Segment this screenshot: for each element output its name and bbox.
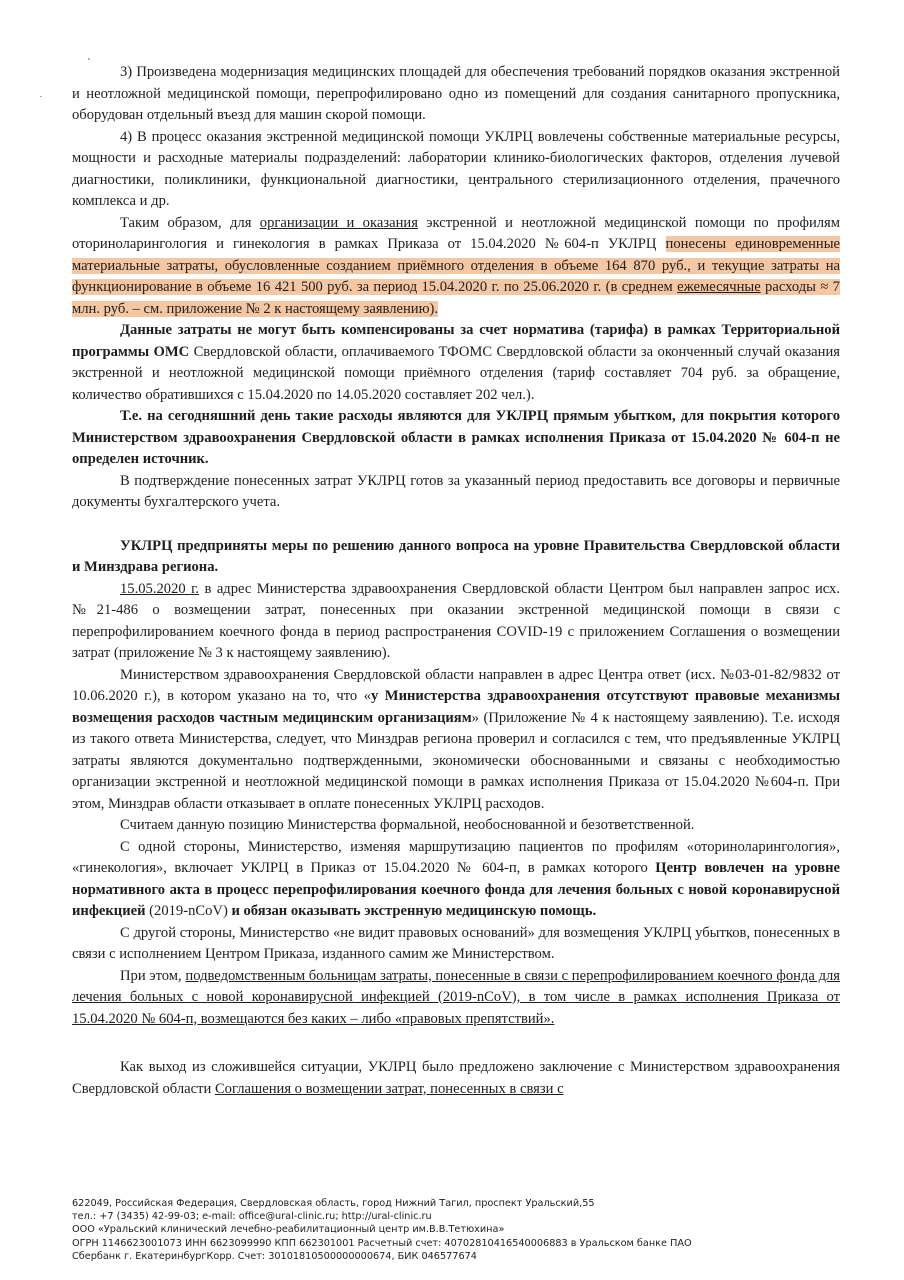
blank-line: [72, 514, 840, 536]
paragraph-direct-loss: [72, 406, 840, 471]
summary-underlined: организации и оказания: [259, 214, 418, 231]
subordinate-underlined: подведомственным больницам затраты, понесенные в связи с перепрофилированием коечного фонда для лечения больных с новой коронавирусной инфекцией (2019-nCoV), в том числе в рамках исполнения Приказа от 15.04.2020 № 604-п, возмещаются без каких – либо «правовых препятствий».: [72, 967, 840, 1027]
scan-speck: [88, 58, 90, 60]
letterhead-footer: [72, 1197, 852, 1263]
highlighted-costs-2: расходы ≈ 7 млн. руб. – см. приложение № 2 к настоящему заявлению).: [72, 279, 840, 317]
footer-organization: ООО «Уральский клинический лечебно-реабилитационный центр им.В.В.Тетюхина»: [72, 1224, 505, 1236]
one-side-bold-1: Центр вовлечен на уровне нормативного акта в процесс перепрофилирования коечного фонда для лечения больных с новой коронавирусной инфекцией: [72, 860, 840, 919]
scan-speck: [40, 96, 42, 97]
blank-line: [72, 1030, 840, 1057]
footer-address: 622049, Российская Федерация, Свердловская область, город Нижний Тагил, проспект Уральский,55: [72, 1198, 595, 1209]
answer-text-2: » (Приложение № 4 к настоящему заявлению). Т.е. исходя из такого ответа Министерства, следует, что Минздрав региона проверил и согласился с тем, что предъявленные УКЛРЦ затраты являются документально подтвержденными, экономически обоснованными и связаны с необходимостью организации экстренной и неотложной медицинской помощи в рамках исполнения Приказа от 15.04.2020 №604-п. При этом, Минздрав области отказывает в оплате понесенных УКЛРЦ расходов.: [72, 709, 840, 812]
one-side-text-1: С одной стороны, Министерство, изменяя маршрутизацию пациентов по профилям «оториноларингология», «гинекология», включает УКЛРЦ в Приказ от 15.04.2020 № 604-п, в рамках которого: [72, 838, 840, 876]
paragraph-ministry-answer: [72, 665, 840, 816]
summary-text-1: Таким образом, для: [120, 214, 260, 231]
request-date: 15.05.2020 г.: [120, 580, 200, 597]
paragraph-way-out: [72, 1057, 840, 1100]
paragraph-subordinate-hospitals: [72, 966, 840, 1031]
request-text: в адрес Министерства здравоохранения Свердловской области Центром был направлен запрос исх. №21-486 о возмещении затрат, понесенных при оказании экстренной медицинской помощи в связи с перепрофилированием коечного фонда в период распространения COVID-19 с приложением Соглашения о возмещении затрат (приложение № 3 к настоящему заявлению).: [72, 580, 840, 661]
one-side-bold-2: и обязан оказывать экстренную медицинскую помощь.: [231, 903, 597, 919]
paragraph-other-side: С другой стороны, Министерство «не видит правовых оснований» для возмещения УКЛРЦ убытков, понесенных в связи с исполнением Центром Приказа, изданного самим же Министерством.: [72, 924, 840, 962]
footer-requisites: ОГРН 1146623001073 ИНН 6623099990 КПП 662301001 Расчетный счет: 40702810416540006883 в Уральском банке ПАО: [72, 1237, 692, 1249]
way-out-text: Как выход из сложившейся ситуации, УКЛРЦ было предложено заключение с Министерством здравоохранения Свердловской области: [72, 1059, 840, 1097]
subordinate-text: При этом,: [120, 967, 186, 984]
compensation-text: Свердловской области, оплачиваемого ТФОМС Свердловской области за оконченный случай оказания экстренной и неотложной медицинской помощи приёмного отделения (тариф составляет 704 руб. за обращение, количество обратившихся с 15.04.2020 по 14.05.2020 составляет 202 чел.).: [72, 343, 840, 403]
footer-contacts: тел.: +7 (3435) 42-99-03; e-mail: office@ural-clinic.ru; http://ural-clinic.ru: [72, 1211, 432, 1223]
paragraph-request: [72, 579, 840, 665]
footer-bank: Сбербанк г. ЕкатеринбургКорр. Счет: 30101810500000000674, БИК 046577674: [72, 1250, 477, 1262]
document-body: [72, 62, 840, 1100]
one-side-text-2: (2019-nCoV): [145, 903, 232, 919]
paragraph-confirmation: В подтверждение понесенных затрат УКЛРЦ готов за указанный период предоставить все договоры и первичные документы бухгалтерского учета.: [72, 472, 840, 510]
paragraph-measures: [72, 536, 840, 579]
answer-bold: у Министерства здравоохранения отсутствуют правовые механизмы возмещения расходов частным медицинским организациям: [72, 688, 841, 726]
paragraph-item-4: 4) В процесс оказания экстренной медицинской помощи УКЛРЦ вовлечены собственные материальные ресурсы, мощности и расходные материалы подразделений: лаборатории клинико-биологических факторов, отделения лучевой диагностики, поликлиники, функциональной диагностики, центрального стерилизационного отделения, прачечного комплекса и др.: [72, 128, 840, 209]
highlighted-monthly: ежемесячные: [677, 279, 761, 295]
answer-text-1: Министерством здравоохранения Свердловской области направлен в адрес Центра ответ (исх. №03-01-82/9832 от 10.06.2020 г.), в котором указано на то, что «: [72, 666, 840, 704]
paragraph-position: Считаем данную позицию Министерства формальной, необоснованной и безответственной.: [120, 817, 695, 833]
direct-loss-bold: Т.е. на сегодняшний день такие расходы являются для УКЛРЦ прямым убытком, для покрытия которого Министерством здравоохранения Свердловской области в рамках исполнения Приказа от 15.04.2020 № 604-п не определен источник.: [72, 408, 840, 467]
way-out-underlined: Соглашения о возмещении затрат, понесенных в связи с: [214, 1080, 564, 1097]
summary-text-2: экстренной и неотложной медицинской помощи по профилям оториноларингология и гинекология в рамках Приказа от 15.04.2020 №604-п УКЛРЦ: [72, 214, 840, 252]
highlighted-costs-1: понесены единовременные материальные затраты, обусловленные созданием приёмного отделения в объеме 164 870 руб., и текущие затраты на функционирование в объеме 16 421 500 руб. за период 15.04.2020 г. по 25.06.2020 г. (в среднем: [72, 236, 840, 295]
paragraph-one-side: [72, 837, 840, 923]
paragraph-compensation: [72, 320, 840, 406]
compensation-bold: Данные затраты не могут быть компенсированы за счет норматива (тарифа) в рамках Территориальной программы ОМС: [72, 322, 840, 360]
paragraph-item-3: 3) Произведена модернизация медицинских площадей для обеспечения требований порядков оказания экстренной и неотложной медицинской помощи, перепрофилировано одно из помещений для создания санитарного пропускника, оборудован отдельный въезд для машин скорой помощи.: [72, 64, 840, 123]
measures-bold: УКЛРЦ предприняты меры по решению данного вопроса на уровне Правительства Свердловской области и Минздрава региона.: [72, 537, 840, 575]
paragraph-summary-costs: [72, 213, 840, 321]
